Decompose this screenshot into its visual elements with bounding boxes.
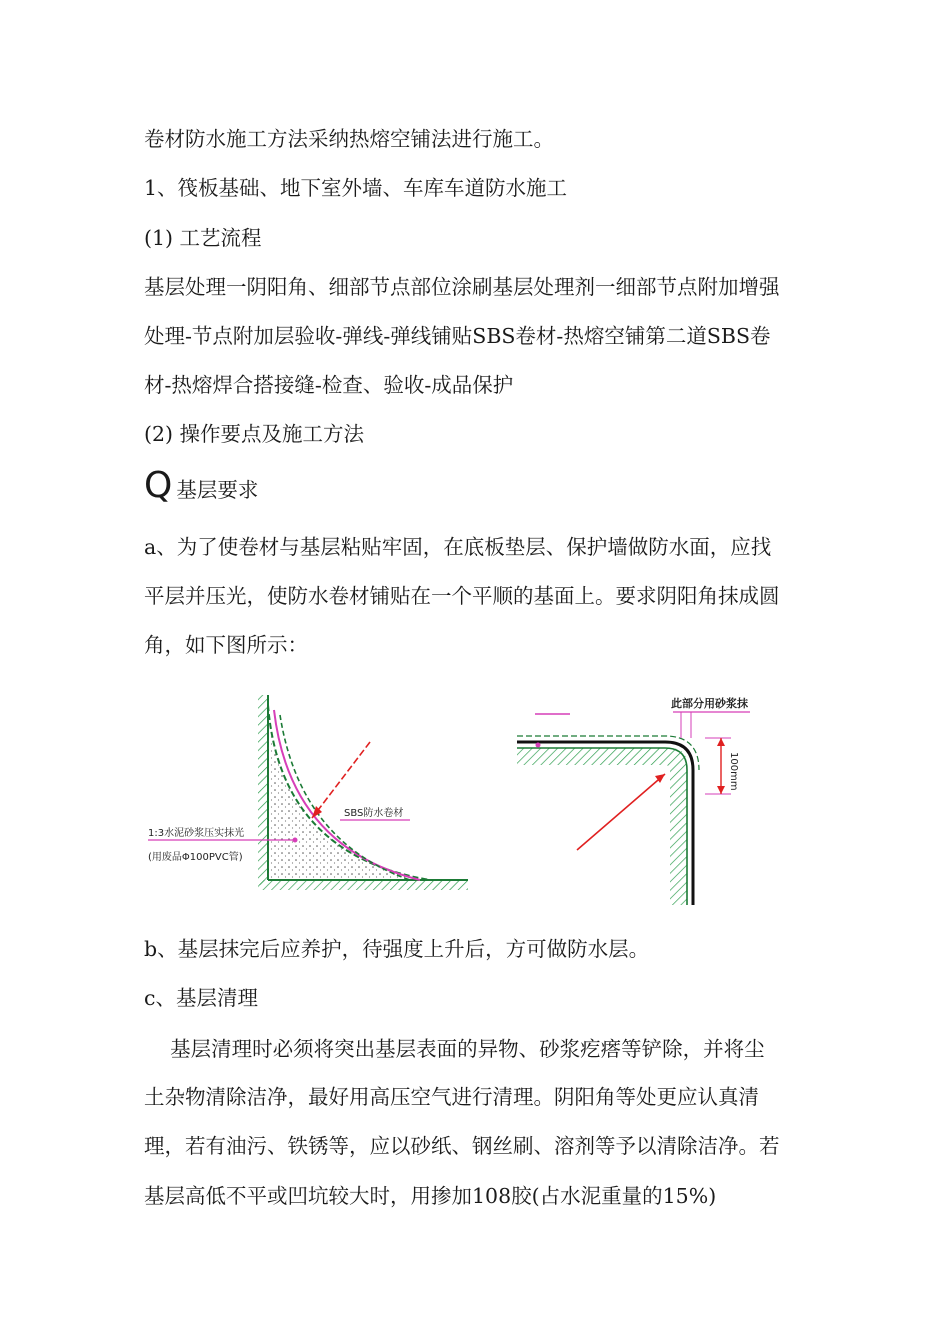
pointer-arrow	[312, 742, 370, 818]
internal-corner-figure	[140, 690, 480, 900]
item-a-line-1: a、为了使卷材与基层粘贴牢固，在底板垫层、保护墙做防水面，应找	[144, 535, 772, 559]
q-marker: Q	[144, 465, 173, 506]
slab-hatch	[258, 880, 468, 890]
label-dim: 100mm	[728, 752, 739, 791]
membrane-black	[517, 742, 693, 905]
cleaning-line-3: 理，若有油污、铁锈等，应以砂纸、钢丝刷、溶剂等予以清除洁净。若	[144, 1134, 780, 1158]
cleaning-line-1: 基层清理时必须将突出基层表面的异物、砂浆疙瘩等铲除，并将尘	[144, 1037, 765, 1061]
slab-hatch-right	[517, 748, 687, 905]
subheading-process: (1) 工艺流程	[144, 226, 262, 250]
section-heading-1: 1、筏板基础、地下室外墙、车库车道防水施工	[144, 176, 568, 200]
process-line-1: 基层处理一阴阳角、细部节点部位涂刷基层处理剂一细部节点附加增强	[144, 275, 780, 299]
process-line-2: 处理-节点附加层验收-弹线-弹线铺贴SBS卷材-热熔空铺第二道SBS卷	[144, 324, 771, 348]
item-b: b、基层抹完后应养护，待强度上升后，方可做防水层。	[144, 937, 650, 961]
label-mortar-1: 1:3水泥砂浆压实抹光	[148, 828, 245, 839]
mortar-fill	[268, 710, 425, 880]
paragraph-line-1: 卷材防水施工方法采纳热熔空铺法进行施工。	[144, 127, 554, 151]
external-corner-figure	[505, 690, 785, 915]
process-line-3: 材-热熔焊合搭接缝-检查、验收-成品保护	[144, 373, 514, 397]
label-mortar-2: (用废品Φ100PVC管)	[148, 852, 243, 863]
pointer-arrow-right	[577, 774, 665, 850]
item-a-line-2: 平层并压光，使防水卷材铺贴在一个平顺的基面上。要求阴阳角抹成圆	[144, 584, 780, 608]
wall-hatch	[258, 695, 268, 885]
item-c: c、基层清理	[144, 986, 258, 1010]
cleaning-line-2: 土杂物清除洁净，最好用高压空气进行清理。阴阳角等处更应认真清	[144, 1085, 759, 1109]
label-top: 此部分用砂浆抹	[671, 697, 748, 710]
cleaning-line-4: 基层高低不平或凹坑较大时，用掺加108胶(占水泥重量的15%)	[144, 1184, 717, 1208]
base-requirement-title: 基层要求	[176, 478, 259, 502]
item-a-line-3: 角，如下图所示：	[144, 633, 308, 657]
base-requirement-heading	[144, 466, 258, 506]
subheading-method: (2) 操作要点及施工方法	[144, 422, 365, 446]
label-sbs: SBS防水卷材	[344, 808, 404, 819]
